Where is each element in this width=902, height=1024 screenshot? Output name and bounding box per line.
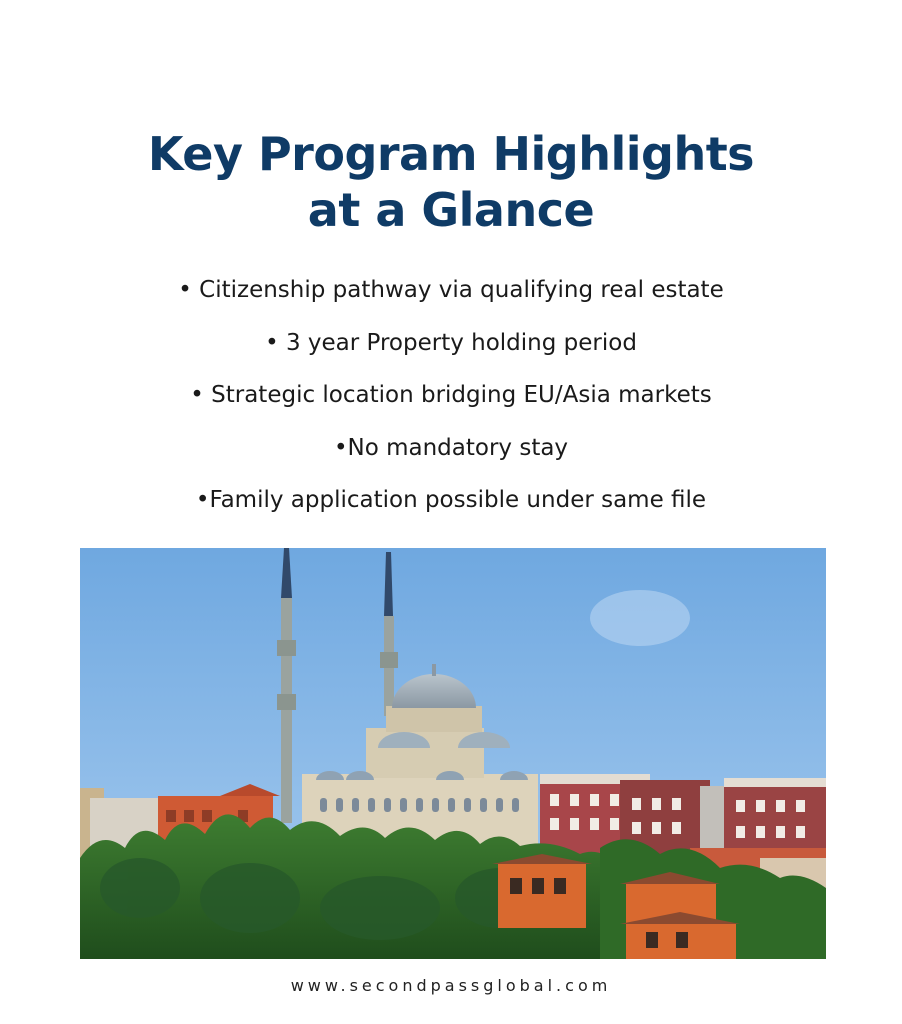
website-url[interactable]: www.secondpassglobal.com bbox=[290, 976, 612, 995]
highlight-item-no-stay: •No mandatory stay bbox=[333, 434, 569, 461]
highlights-list bbox=[0, 268, 902, 531]
highlight-item-family: •Family application possible under same file bbox=[195, 487, 707, 513]
page-title bbox=[0, 126, 902, 238]
highlight-item-location: • Strategic location bridging EU/Asia markets bbox=[190, 382, 712, 408]
highlight-item-citizenship: • Citizenship pathway via qualifying real estate bbox=[178, 277, 724, 303]
highlight-item-holding-period: • 3 year Property holding period bbox=[265, 329, 637, 356]
title-line-2: at a Glance bbox=[307, 183, 595, 237]
title-line-1: Key Program Highlights bbox=[147, 127, 755, 181]
mosque-cityscape-photo bbox=[80, 548, 826, 959]
